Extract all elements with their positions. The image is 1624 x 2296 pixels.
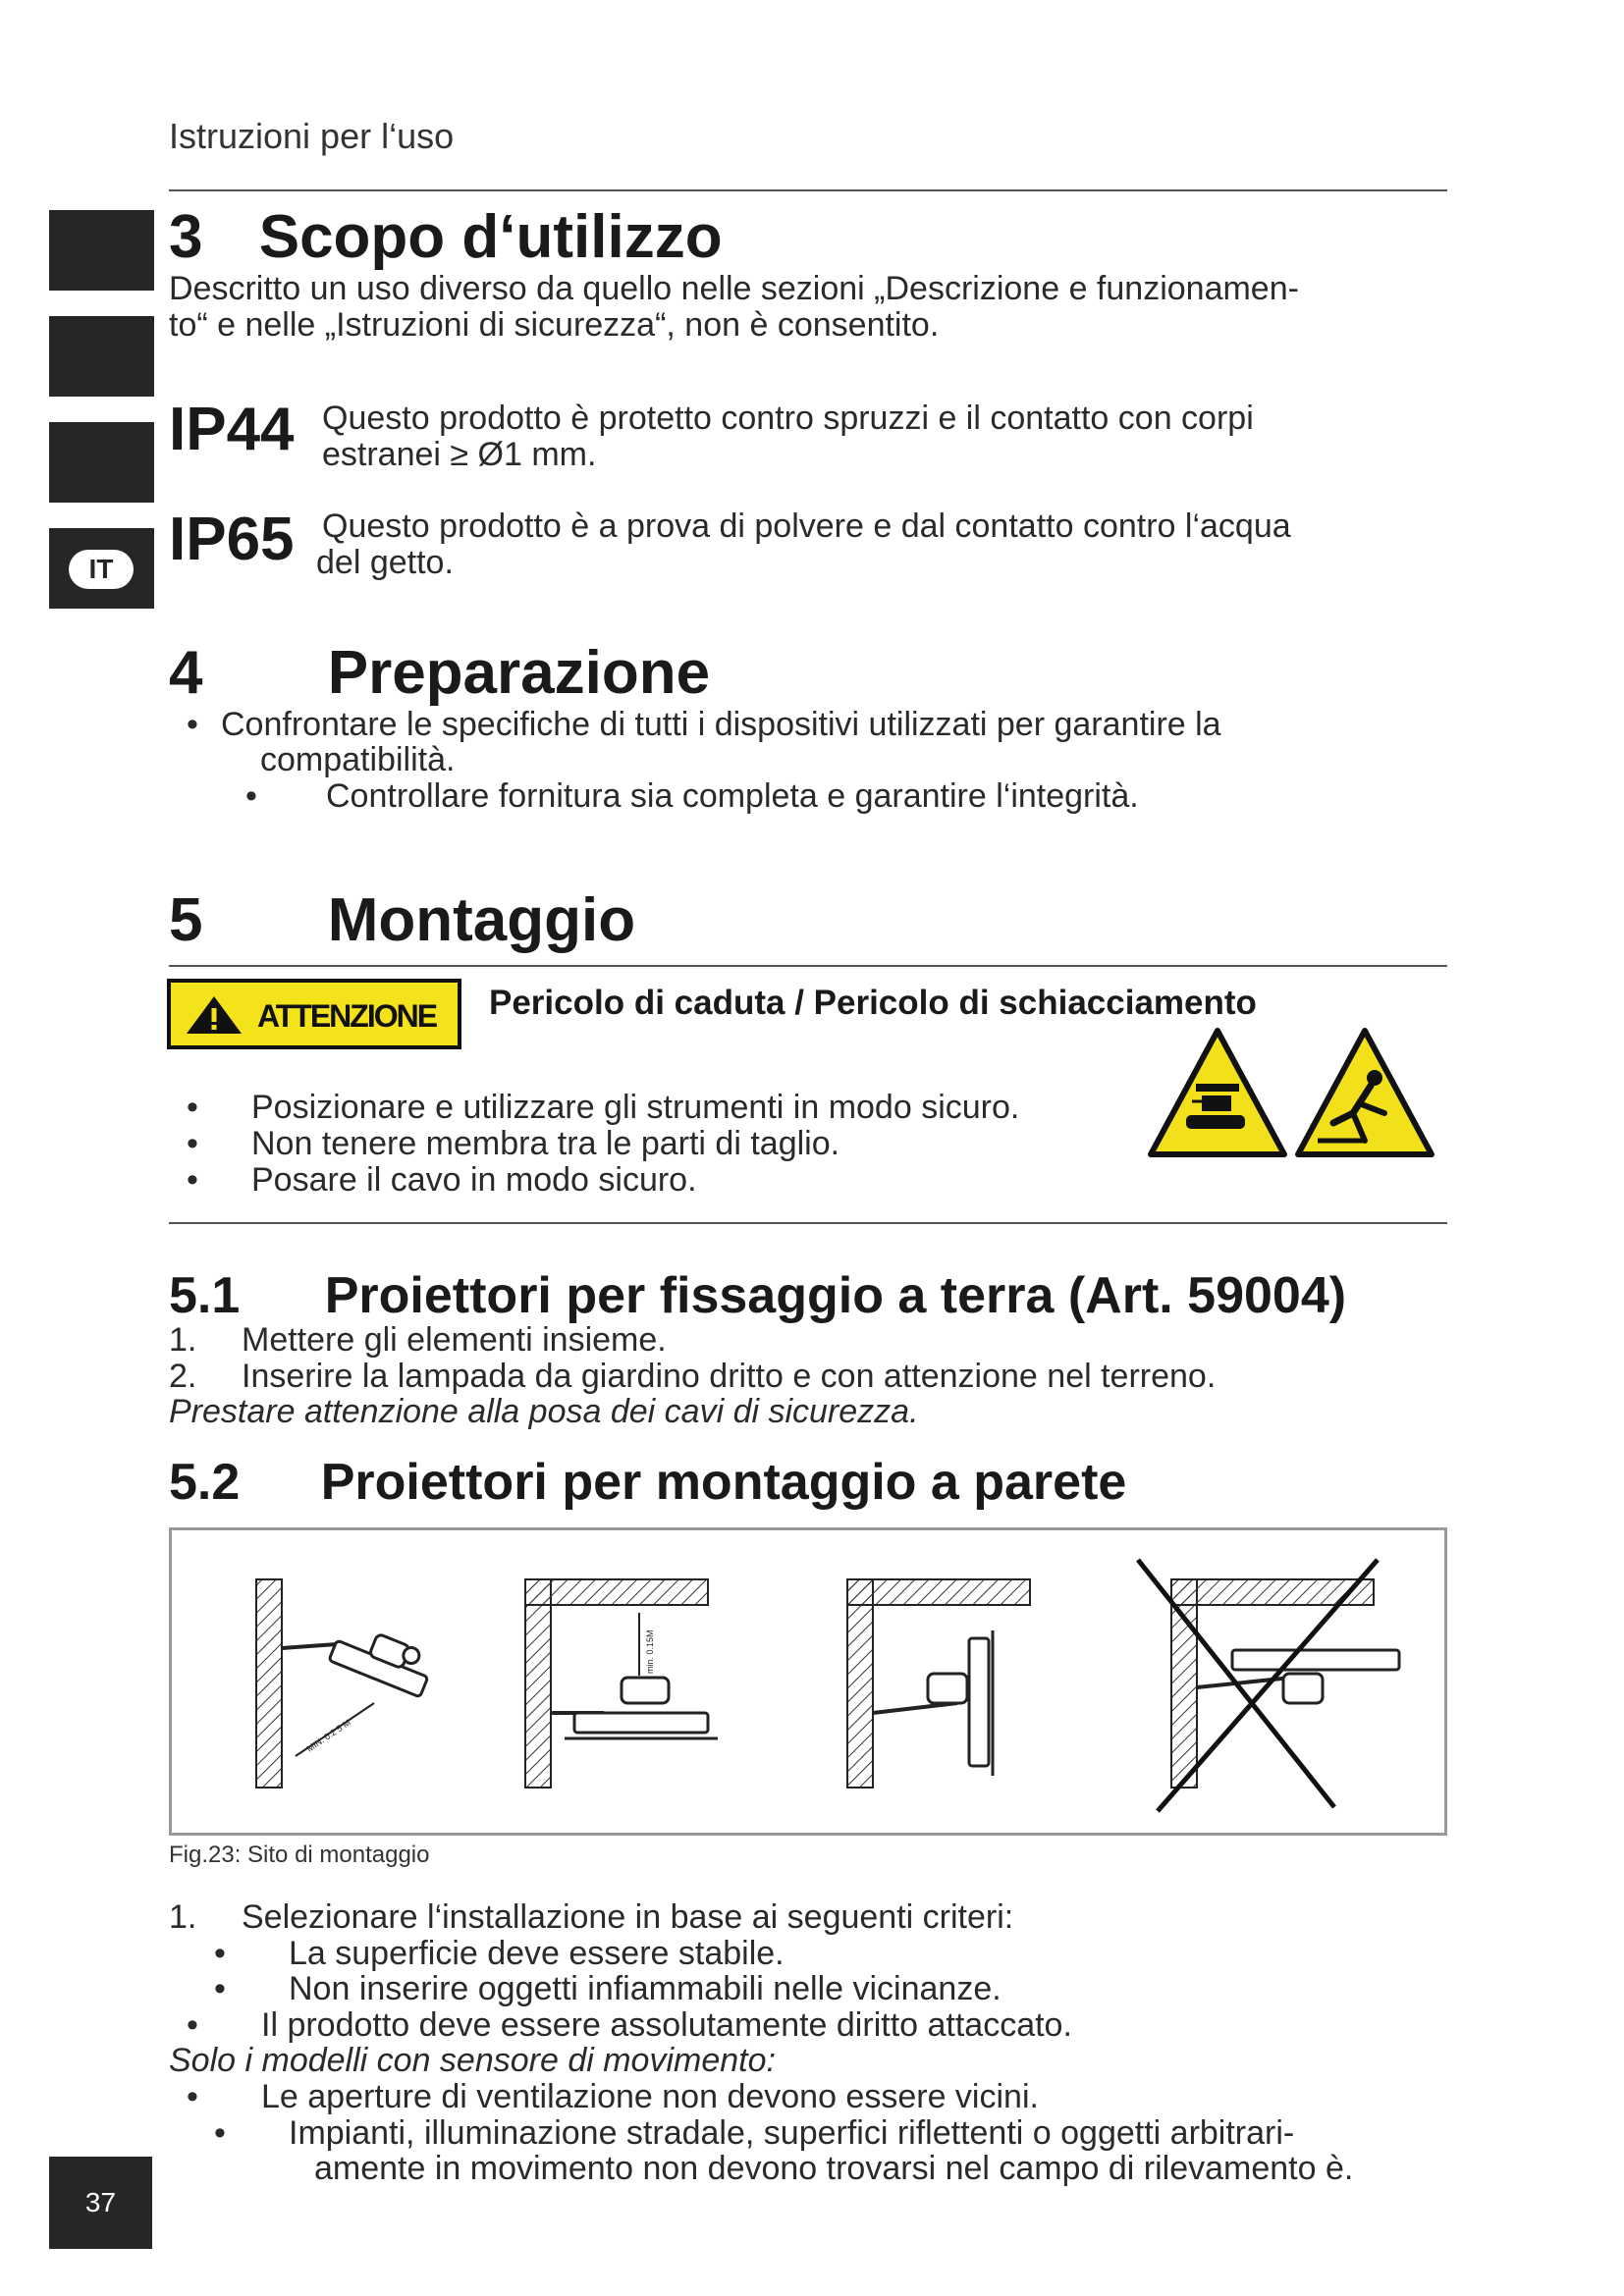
section-5-number: 5 [169,886,203,954]
figure-caption: Fig.23: Sito di montaggio [169,1842,430,1868]
ip44-text-line2: estranei ≥ Ø1 mm. [322,436,597,473]
hazard-pictograms [1147,1025,1441,1160]
motion-bullet1-dot: • [187,2078,198,2115]
criteria-3-dot: • [187,2006,198,2044]
running-header: Istruzioni per l‘uso [169,116,455,156]
header-rule [169,189,1447,191]
side-tab-1[interactable] [49,210,154,291]
motion-bullet2-line2: amente in movimento non devono trovarsi nel campo di rilevamento è. [314,2150,1354,2187]
panel-wall-vertical [847,1579,1030,1788]
svg-text:MIN. 0.2 5 M: MIN. 0.2 5 M [304,1717,352,1754]
panel-not-allowed [1138,1560,1399,1811]
ip44-label: IP44 [169,396,295,463]
panel-ceiling-down [525,1579,718,1788]
section-3-number: 3 [169,203,203,271]
section-4-number: 4 [169,639,203,707]
criteria-2-dot: • [214,1970,226,2007]
section-5-1-step2: Inserire la lampada da giardino dritto e con attenzione nel terreno. [242,1358,1217,1395]
section-5-2-title: Proiettori per montaggio a parete [320,1454,1127,1511]
ip65-text-line2: del getto. [316,544,454,581]
motion-bullet2-dot: • [214,2114,226,2152]
motion-bullet2-line1: Impianti, illuminazione stradale, superfici riflettenti o oggetti arbitrari- [289,2114,1295,2152]
side-tab-it[interactable] [49,528,154,609]
mounting-figure-frame [169,1527,1447,1836]
ip65-text-line1: Questo prodotto è a prova di polvere e dal contatto contro l‘acqua [322,507,1291,545]
section-4-bullet1-line2: compatibilità. [260,741,456,778]
section-4-bullet1-line1: Confrontare le specifiche di tutti i dispositivi utilizzati per garantire la [221,706,1221,743]
section-5-bullet3: Posare il cavo in modo sicuro. [251,1161,697,1199]
section-5-bullet2: Non tenere membra tra le parti di taglio. [251,1125,840,1162]
criteria-1-dot: • [214,1935,226,1972]
section-4-heading [169,638,710,708]
section-4-bullet1-dot: • [187,706,198,743]
ip65-label: IP65 [169,506,295,573]
warning-title: Pericolo di caduta / Pericolo di schiacciamento [489,984,1257,1022]
section-3-heading [169,202,723,272]
panel-wall-tilted [256,1579,436,1788]
criteria-3: Il prodotto deve essere assolutamente diritto attaccato. [261,2006,1072,2044]
section-5-1-step2-number: 2. [169,1358,197,1395]
language-badge-it: IT [69,550,134,589]
criteria-2: Non inserire oggetti infiammabili nelle vicinanze. [289,1970,1001,2007]
section-5-heading [169,885,635,955]
crush-hazard-icon [1151,1031,1284,1154]
section-3-title: Scopo d‘utilizzo [258,203,723,271]
section-5-bullet3-dot: • [187,1161,198,1199]
side-tab-3[interactable] [49,422,154,503]
side-tab-2[interactable] [49,316,154,397]
ip44-text-line1: Questo prodotto è protetto contro spruzzi e il contatto con corpi [322,400,1254,437]
section-4-bullet2-dot: • [245,777,257,815]
svg-text:min. 0.15M: min. 0.15M [645,1629,655,1674]
section-5-2-step1: Selezionare l‘installazione in base ai seguenti criteri: [242,1898,1014,1936]
section-5-1-heading [169,1266,1346,1325]
section-5-1-note: Prestare attenzione alla posa dei cavi di sicurezza. [169,1393,919,1430]
section-5-1-title: Proiettori per fissaggio a terra (Art. 59004) [324,1267,1347,1324]
section-5-rule-top [169,965,1447,967]
section-5-1-step1-number: 1. [169,1321,197,1359]
section-5-bullet2-dot: • [187,1125,198,1162]
warning-triangle-icon [185,994,244,1036]
section-5-2-step1-number: 1. [169,1898,197,1936]
section-4-title: Preparazione [327,639,711,707]
section-5-1-number: 5.1 [169,1267,241,1324]
section-5-bullet1-dot: • [187,1089,198,1126]
page-number: 37 [49,2157,152,2249]
motion-sensor-note: Solo i modelli con sensore di movimento: [169,2042,776,2079]
section-3-text-line2: to“ e nelle „Istruzioni di sicurezza“, non è consentito. [169,306,940,344]
motion-bullet1: Le aperture di ventilazione non devono essere vicini. [261,2078,1039,2115]
section-5-2-heading [169,1453,1126,1512]
criteria-1: La superficie deve essere stabile. [289,1935,785,1972]
fall-hazard-icon [1298,1031,1432,1154]
attention-label [167,979,461,1049]
section-5-rule-bottom [169,1222,1447,1224]
attention-text: ATTENZIONE [257,998,437,1034]
section-4-bullet2: Controllare fornitura sia completa e garantire l‘integrità. [326,777,1139,815]
section-5-title: Montaggio [327,886,636,954]
section-5-1-step1: Mettere gli elementi insieme. [242,1321,667,1359]
section-3-text-line1: Descritto un uso diverso da quello nelle sezioni „Descrizione e funzionamen- [169,270,1299,307]
section-5-2-number: 5.2 [169,1454,241,1511]
section-5-bullet1: Posizionare e utilizzare gli strumenti in modo sicuro. [251,1089,1020,1126]
mounting-figure [172,1530,1444,1833]
